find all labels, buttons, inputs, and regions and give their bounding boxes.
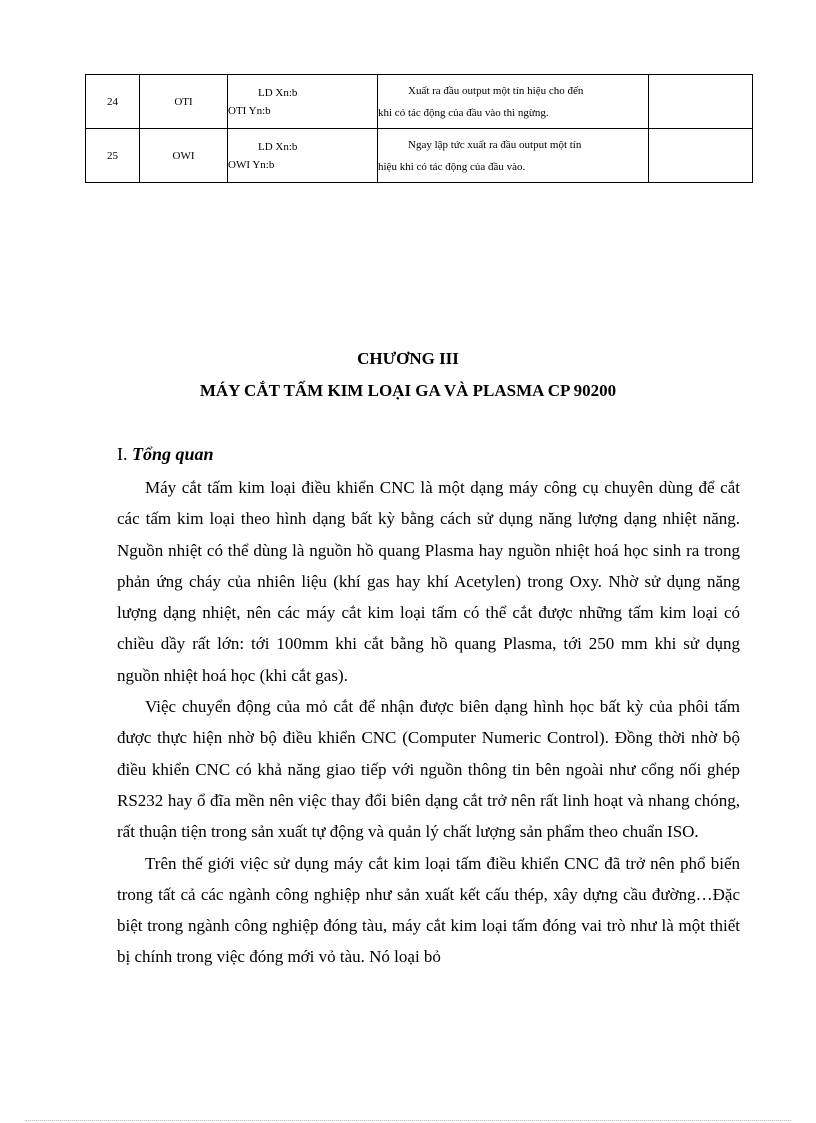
section-title: Tổng quan — [132, 444, 214, 464]
paragraph: Trên thế giới việc sử dụng máy cắt kim loại tấm điều khiển CNC đã trở nên phổ biến trong tất cả các ngành công nghiệp như sản xuất kết cấu thép, xây dựng cầu đường…Đặc biệt trong ngành công nghiệp đóng tàu, máy cắt kim loại tấm đóng vai trò như là một thiết bị chính trong việc đóng mới vỏ tàu. Nó loại bỏ — [117, 853, 740, 967]
section-heading — [117, 444, 214, 465]
description-line: hiệu khi có tác động của đầu vào. — [378, 160, 526, 173]
instruction-line: LD Xn:b — [258, 140, 298, 153]
instruction-line: LD Xn:b — [258, 86, 298, 99]
table-row — [86, 129, 753, 183]
instruction-syntax — [228, 75, 378, 129]
chapter-subtitle: MÁY CẮT TẤM KIM LOẠI GA VÀ PLASMA CP 90200 — [199, 381, 617, 400]
description-line: Xuất ra đầu output một tín hiệu cho đến — [408, 84, 584, 97]
row-number: 24 — [86, 75, 140, 129]
row-number: 25 — [86, 129, 140, 183]
section-number: I. — [117, 444, 128, 464]
chapter-title: CHƯƠNG III — [357, 349, 459, 368]
instruction-description — [378, 75, 649, 129]
page-bottom-divider — [25, 1120, 791, 1121]
description-line: khi có tác động của đầu vào thì ngừng. — [378, 106, 549, 119]
note-cell — [649, 129, 753, 183]
note-cell — [649, 75, 753, 129]
instruction-description — [378, 129, 649, 183]
instruction-syntax — [228, 129, 378, 183]
body-text — [117, 472, 740, 973]
table-row — [86, 75, 753, 129]
instruction-line: OWI Yn:b — [228, 158, 275, 171]
paragraph: Máy cắt tấm kim loại điều khiển CNC là một dạng máy công cụ chuyên dùng để cắt các tấm kim loại theo hình dạng bất kỳ bằng cách sử dụng năng lượng dạng nhiệt năng. Nguồn nhiệt có thể dùng là nguồn hồ quang Plasma hay nguồn nhiệt hoá học sinh ra trong phản ứng cháy của nhiên liệu (khí gas hay khí Acetylen) trong Oxy. Nhờ sử dụng năng lượng dạng nhiệt, nên các máy cắt kim loại tấm có thể cắt được những tấm kim loại có chiều dầy rất lớn: tới 100mm khi cắt bằng hồ quang Plasma, tới 250 mm khi sử dụng nguồn nhiệt hoá học (khi cắt gas). — [117, 478, 740, 685]
instruction-table — [85, 74, 753, 183]
paragraph: Việc chuyển động của mỏ cắt để nhận được biên dạng hình học bất kỳ của phôi tấm được thực hiện nhờ bộ điều khiển CNC (Computer Numeric Control). Đồng thời nhờ bộ điều khiển CNC có khả năng giao tiếp với nguồn thông tin bên ngoài như cổng nối ghép RS232 hay ổ đĩa mền nên việc thay đổi biên dạng cắt trở nên rất linh hoạt và nhang chóng, rất thuận tiện trong sản xuất tự động và quản lý chất lượng sản phẩm theo chuẩn ISO. — [117, 697, 740, 842]
description-line: Ngay lập tức xuất ra đầu output một tín — [408, 138, 582, 151]
instruction-code: OWI — [140, 129, 228, 183]
instruction-line: OTI Yn:b — [228, 104, 271, 117]
instruction-code: OTI — [140, 75, 228, 129]
